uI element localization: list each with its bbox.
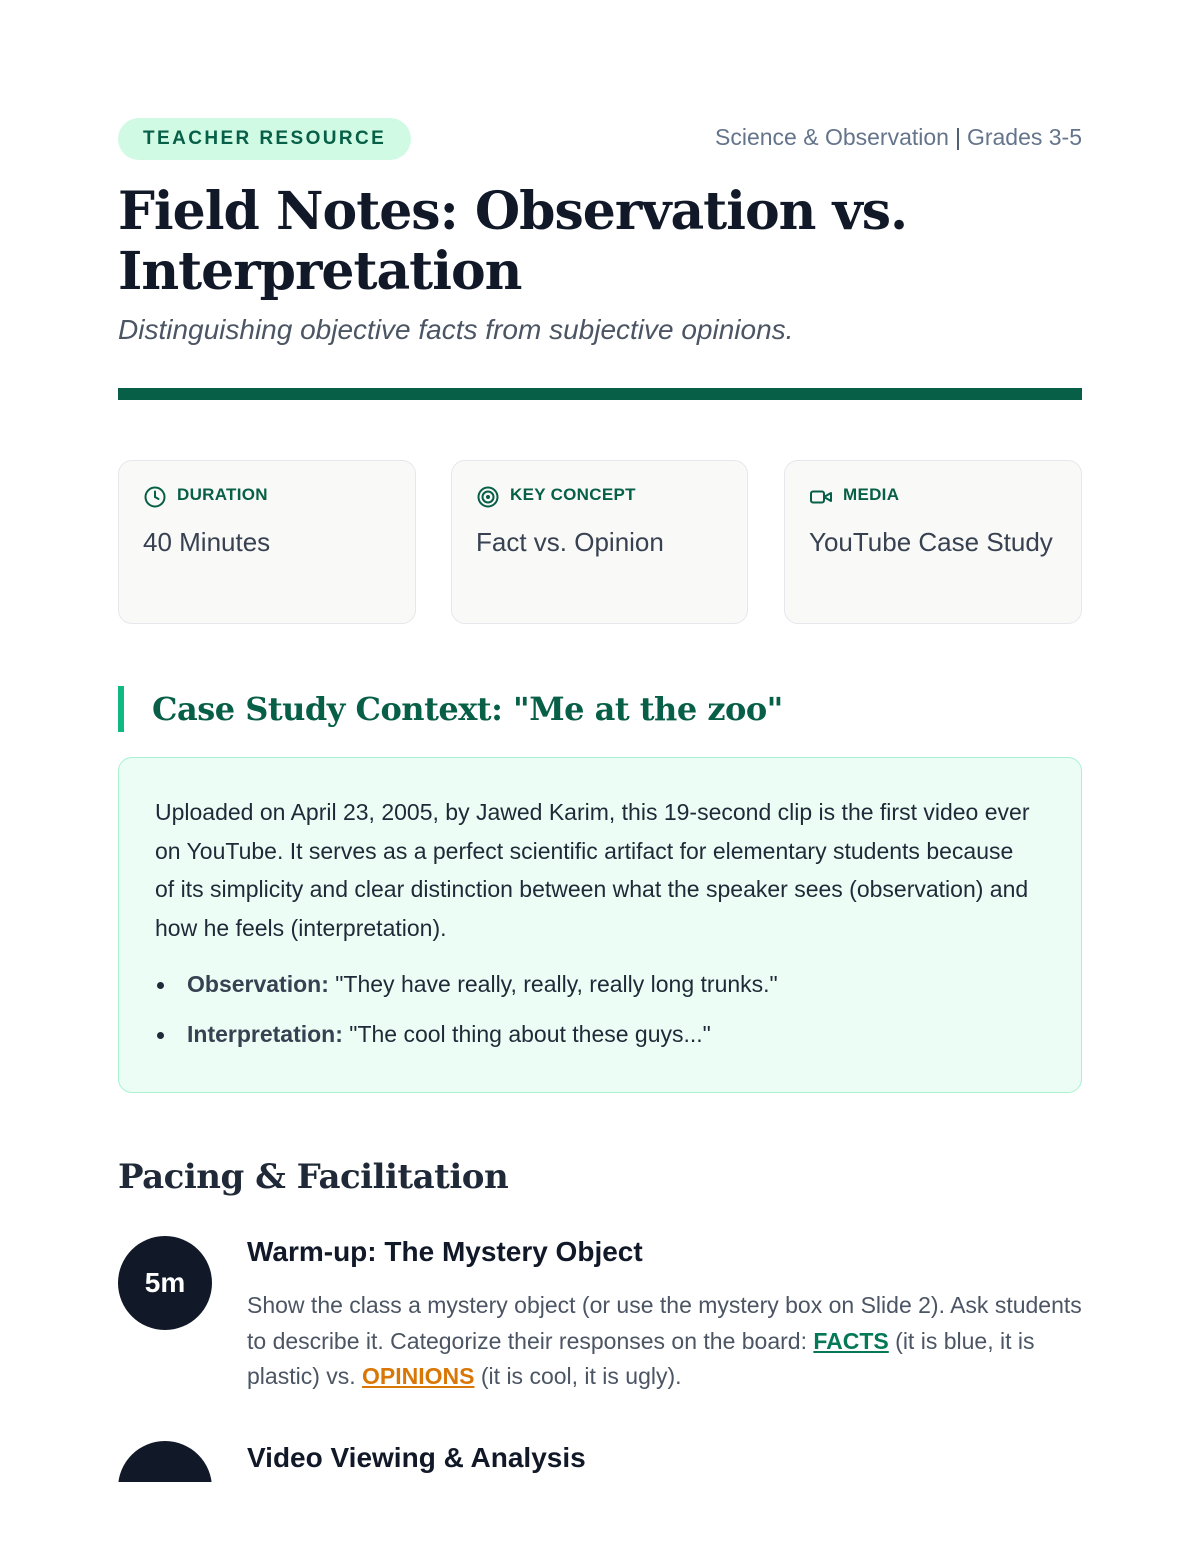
case-study-box [118, 757, 1082, 1093]
step-description [247, 1288, 1082, 1395]
list-item [155, 968, 1035, 1000]
meta-separator: | [954, 124, 961, 150]
step-time-badge: 5m [118, 1236, 212, 1330]
pacing-heading: Pacing & Facilitation [118, 1157, 509, 1197]
duration-card [118, 460, 416, 624]
key-concept-card [451, 460, 748, 624]
duration-value: 40 Minutes [143, 527, 271, 557]
subject-grade-line [715, 124, 1082, 151]
case-study-heading: Case Study Context: "Me at the zoo" [152, 690, 783, 728]
step-text: (it is cool, it is ugly). [474, 1363, 682, 1389]
step-text: (it is blue, it is plastic) vs. [247, 1327, 1035, 1389]
media-card [784, 460, 1082, 624]
case-study-heading-block [118, 686, 783, 732]
interpretation-term: Interpretation: [187, 1021, 343, 1047]
resource-badge: TEACHER RESOURCE [118, 118, 411, 160]
duration-label: DURATION [177, 485, 268, 504]
key-concept-value: Fact vs. Opinion [476, 527, 664, 557]
target-icon [476, 485, 500, 509]
key-concept-label: KEY CONCEPT [510, 485, 636, 504]
subject-label: Science & Observation [715, 124, 949, 150]
case-study-paragraph: Uploaded on April 23, 2005, by Jawed Karim, this 19-second clip is the first video ever on YouTube. It serves as a perfect scientific artifact for elementary students because of its simplicity and clear distinction between what the speaker sees (observation) and how he feels (interpretation). [155, 799, 1030, 941]
opinions-link[interactable]: OPINIONS [362, 1363, 475, 1389]
observation-quote: "They have really, really, really long trunks." [328, 971, 778, 997]
grades-label: Grades 3-5 [966, 124, 1082, 150]
header-divider [118, 388, 1082, 400]
step-title: Video Viewing & Analysis [247, 1442, 586, 1473]
step-title: Warm-up: The Mystery Object [247, 1236, 643, 1267]
interpretation-quote: "The cool thing about these guys..." [342, 1021, 711, 1047]
video-camera-icon [809, 485, 833, 509]
clock-icon [143, 485, 167, 509]
list-item [155, 1018, 1035, 1050]
page-bottom-margin [0, 1482, 1200, 1553]
bullet-icon [157, 1032, 164, 1039]
case-study-list [155, 968, 1035, 1068]
media-label: MEDIA [843, 485, 900, 504]
page-subtitle: Distinguishing objective facts from subjective opinions. [118, 314, 794, 345]
header-row [118, 118, 1082, 160]
observation-term: Observation: [187, 971, 329, 997]
step-text: Show the class a mystery object (or use the mystery box on Slide 2). Ask students to describe it. Categorize their responses on the board: [247, 1292, 1082, 1354]
facts-link[interactable]: FACTS [813, 1327, 889, 1354]
page-title: Field Notes: Observation vs. Interpretation [118, 181, 908, 302]
media-value: YouTube Case Study [809, 527, 1053, 557]
bullet-icon [157, 982, 164, 989]
